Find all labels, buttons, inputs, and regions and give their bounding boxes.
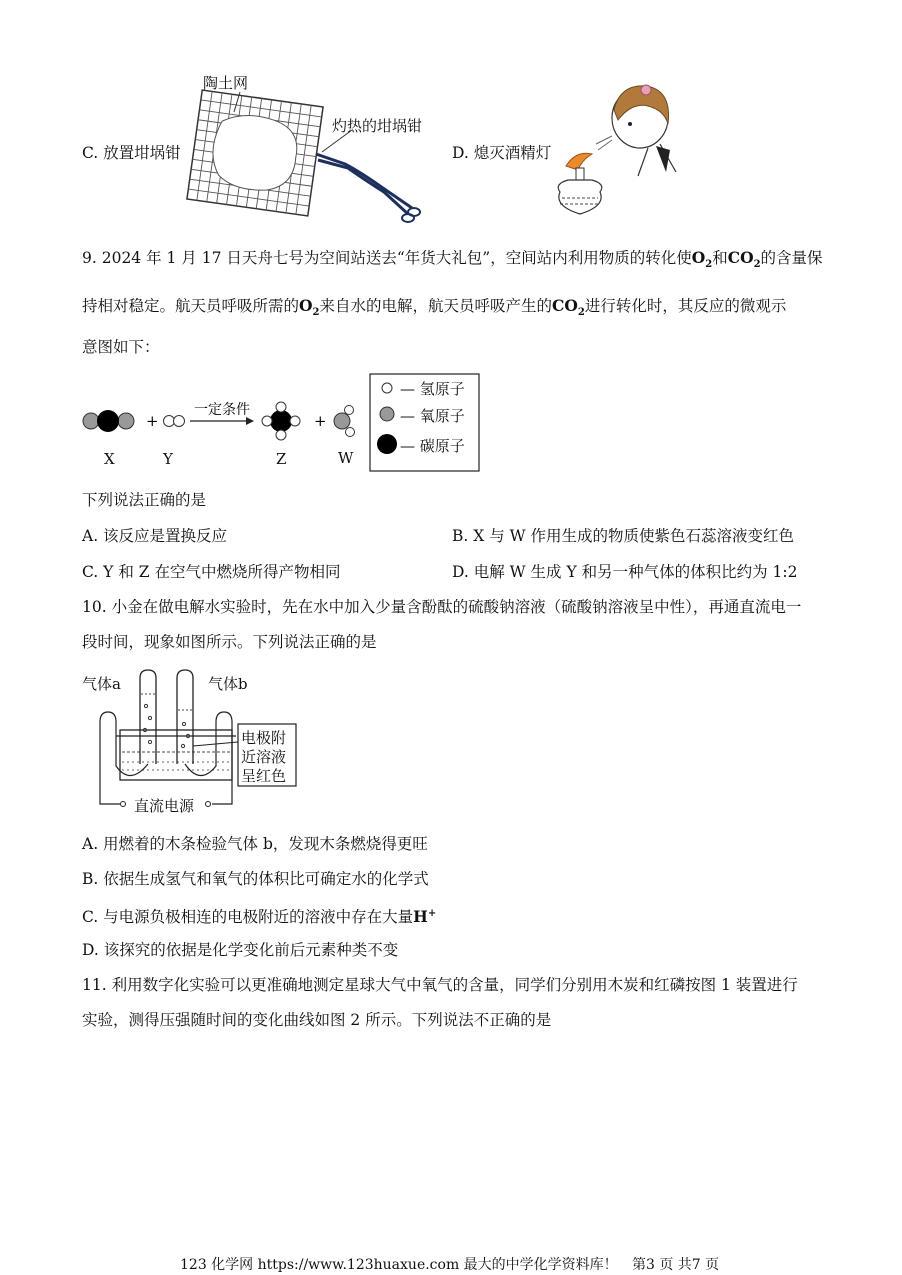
q9-line-3: 意图如下：	[82, 338, 160, 356]
q10-line-1: 10. 小金在做电解水实验时，先在水中加入少量含酚酞的硫酸钠溶液（硫酸钠溶液呈中性），再通直流电一	[82, 598, 802, 616]
molecule-x	[83, 410, 134, 432]
q10-option-a: A. 用燃着的木条检验气体 b，发现木条燃烧得更旺	[82, 835, 428, 853]
molecule-y	[164, 416, 185, 427]
wire-gauze-label: 陶土网	[203, 74, 249, 92]
gas-a-label: 气体a	[82, 675, 121, 693]
legend-oxygen: — 氧原子	[400, 407, 465, 425]
label-y: Y	[163, 450, 173, 468]
q11-line-2: 实验，测得压强随时间的变化曲线如图 2 所示。下列说法不正确的是	[82, 1011, 552, 1029]
note-line-1: 电极附	[241, 729, 287, 747]
q8-option-d-label: D. 熄灭酒精灯	[452, 144, 552, 162]
plus-sign: +	[146, 412, 159, 430]
q9-option-a: A. 该反应是置换反应	[82, 527, 228, 545]
q9-option-c: C. Y 和 Z 在空气中燃烧所得产物相同	[82, 563, 341, 581]
q9-line-2: 持相对稳定。航天员呼吸所需的$O_2$来自水的电解，航天员呼吸产生的$CO_2$进行转化时，其反应的微观示	[82, 296, 787, 319]
power-label: 直流电源	[134, 797, 195, 815]
label-w: W	[338, 449, 354, 467]
legend-carbon: — 碳原子	[400, 437, 465, 455]
q10-option-d: D. 该探究的依据是化学变化前后元素种类不变	[82, 941, 399, 959]
blowing-out-lamp-figure	[548, 80, 688, 220]
label-z: Z	[276, 450, 287, 468]
note-line-3: 呈红色	[241, 767, 287, 785]
q8-option-c-label: C. 放置坩埚钳	[82, 144, 181, 162]
label-x: X	[104, 450, 115, 468]
molecule-w	[334, 406, 355, 437]
co2-formula: $CO_2$	[727, 248, 761, 271]
legend-hydrogen: — 氢原子	[400, 380, 465, 398]
plus-sign: +	[314, 412, 327, 430]
note-line-2: 近溶液	[241, 748, 287, 766]
gas-b-label: 气体b	[208, 675, 248, 693]
molecule-z	[262, 402, 300, 440]
q9-line-1: 9. 2024 年 1 月 17 日天舟七号为空间站送去“年货大礼包”，空间站内利用物质的转化使$O_2$和$CO_2$的含量保	[82, 248, 823, 271]
footer-text: 123 化学网 https://www.123huaxue.com 最大的中学化学资料库！	[180, 1257, 618, 1273]
q10-option-b: B. 依据生成氢气和氧气的体积比可确定水的化学式	[82, 870, 429, 888]
hydrogen-ion-formula: H+	[413, 907, 437, 927]
q10-option-c: C. 与电源负极相连的电极附近的溶液中存在大量H+	[82, 907, 437, 927]
q9-stem: 下列说法正确的是	[82, 491, 207, 509]
q10-line-2: 段时间，现象如图所示。下列说法正确的是	[82, 633, 377, 651]
q9-option-d: D. 电解 W 生成 Y 和另一种气体的体积比约为 1:2	[452, 563, 798, 581]
co2-formula: $CO_2$	[552, 296, 585, 319]
hot-tongs-label: 灼热的坩埚钳	[332, 117, 423, 135]
o2-formula: $O_2$	[691, 248, 713, 271]
o2-formula: $O_2$	[299, 296, 320, 319]
condition-label: 一定条件	[194, 402, 250, 418]
q9-option-b: B. X 与 W 作用生成的物质使紫色石蕊溶液变红色	[452, 527, 794, 545]
q11-line-1: 11. 利用数字化实验可以更准确地测定星球大气中氧气的含量，同学们分别用木炭和红磷按图 1 装置进行	[82, 976, 798, 994]
page-number: 第3 页 共7 页	[632, 1257, 720, 1273]
